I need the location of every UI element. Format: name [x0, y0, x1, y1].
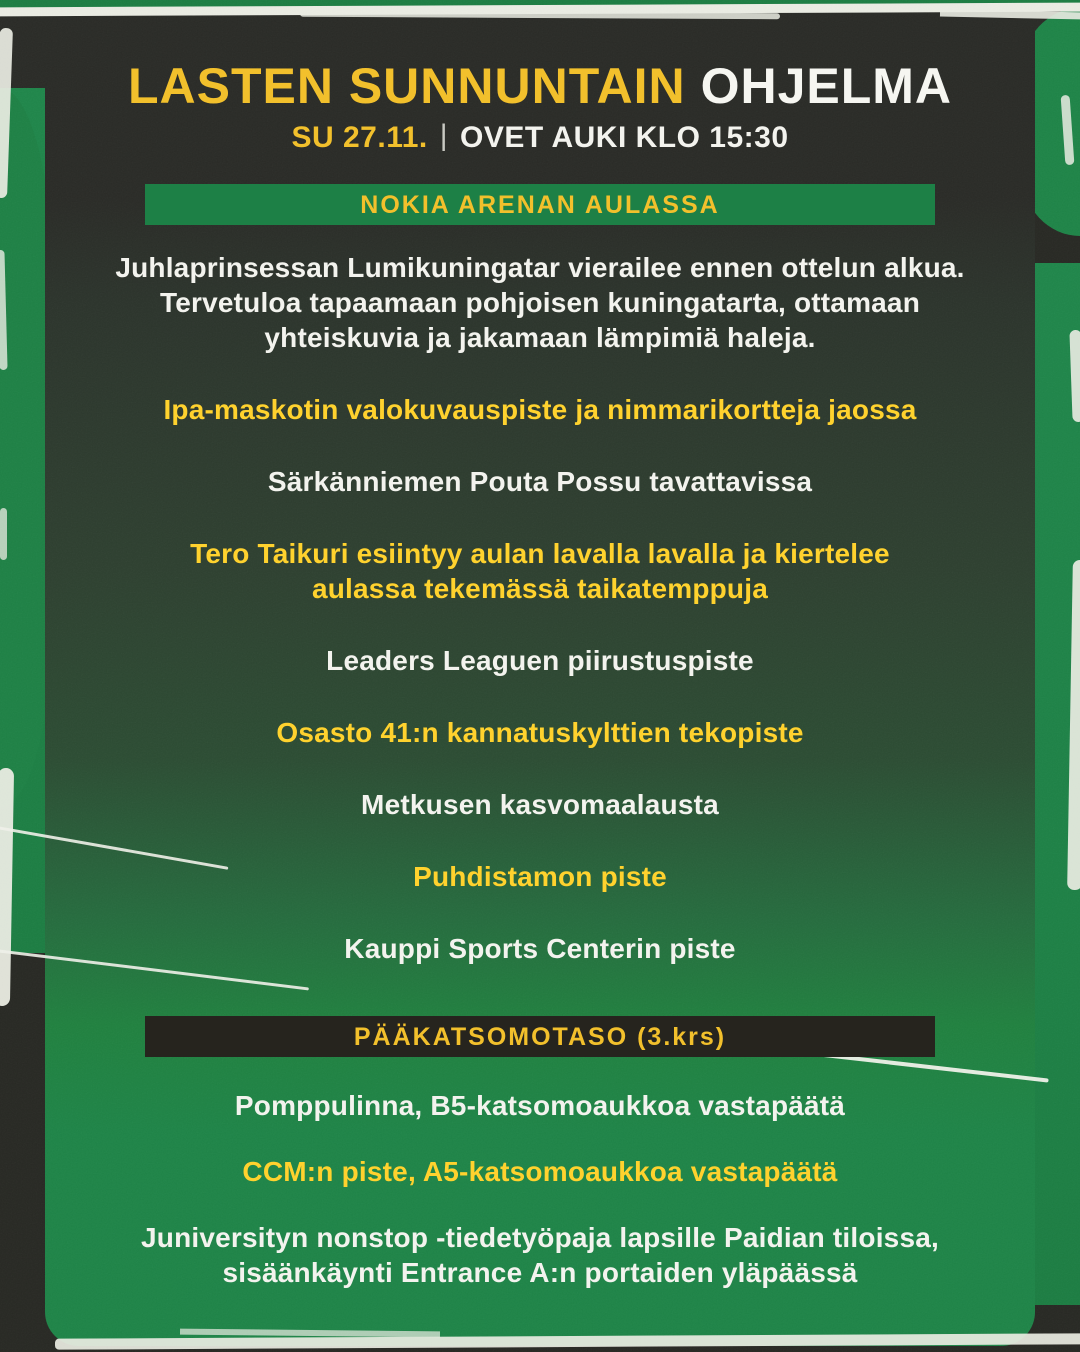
program-item: Kauppi Sports Centerin piste — [344, 933, 736, 964]
program-item: Leaders Leaguen piirustuspiste — [326, 645, 754, 676]
subtitle-divider: | — [439, 119, 449, 152]
program-item: Juniversityn nonstop -tiedetyöpaja lapsille Paidian tiloissa, sisäänkäynti Entrance A:n portaiden yläpäässä — [141, 1222, 939, 1288]
program-item: Ipa-maskotin valokuvauspiste ja nimmarikortteja jaossa — [163, 394, 917, 425]
subtitle-doors-open: OVET AUKI KLO 15:30 — [460, 121, 789, 154]
section-banner-main-stand: PÄÄKATSOMOTASO (3.krs) — [145, 1016, 935, 1057]
poster-title — [0, 60, 1080, 112]
title-rest: OHJELMA — [700, 58, 953, 114]
title-highlight: LASTEN SUNNUNTAIN — [127, 58, 686, 114]
program-item: Pomppulinna, B5-katsomoaukkoa vastapäätä — [234, 1090, 846, 1121]
subtitle-date: SU 27.11. — [291, 121, 428, 154]
program-item: Osasto 41:n kannatuskylttien tekopiste — [276, 717, 804, 748]
program-item: Puhdistamon piste — [413, 861, 667, 892]
program-item: Tero Taikuri esiintyy aulan lavalla lavalla ja kiertelee aulassa tekemässä taikatemppuja — [190, 538, 890, 604]
program-item: Särkänniemen Pouta Possu tavattavissa — [267, 466, 813, 497]
poster-subtitle — [0, 121, 1080, 155]
program-item: Metkusen kasvomaalausta — [361, 789, 719, 820]
section-banner-lobby: NOKIA ARENAN AULASSA — [145, 184, 935, 225]
program-item: Juhlaprinsessan Lumikuningatar vierailee ennen ottelun alkua. Tervetuloa tapaamaan pohjoisen kuningatarta, ottamaan yhteiskuvia ja jakamaan lämpimiä haleja. — [115, 252, 965, 353]
program-item: CCM:n piste, A5-katsomoaukkoa vastapäätä — [242, 1156, 838, 1187]
